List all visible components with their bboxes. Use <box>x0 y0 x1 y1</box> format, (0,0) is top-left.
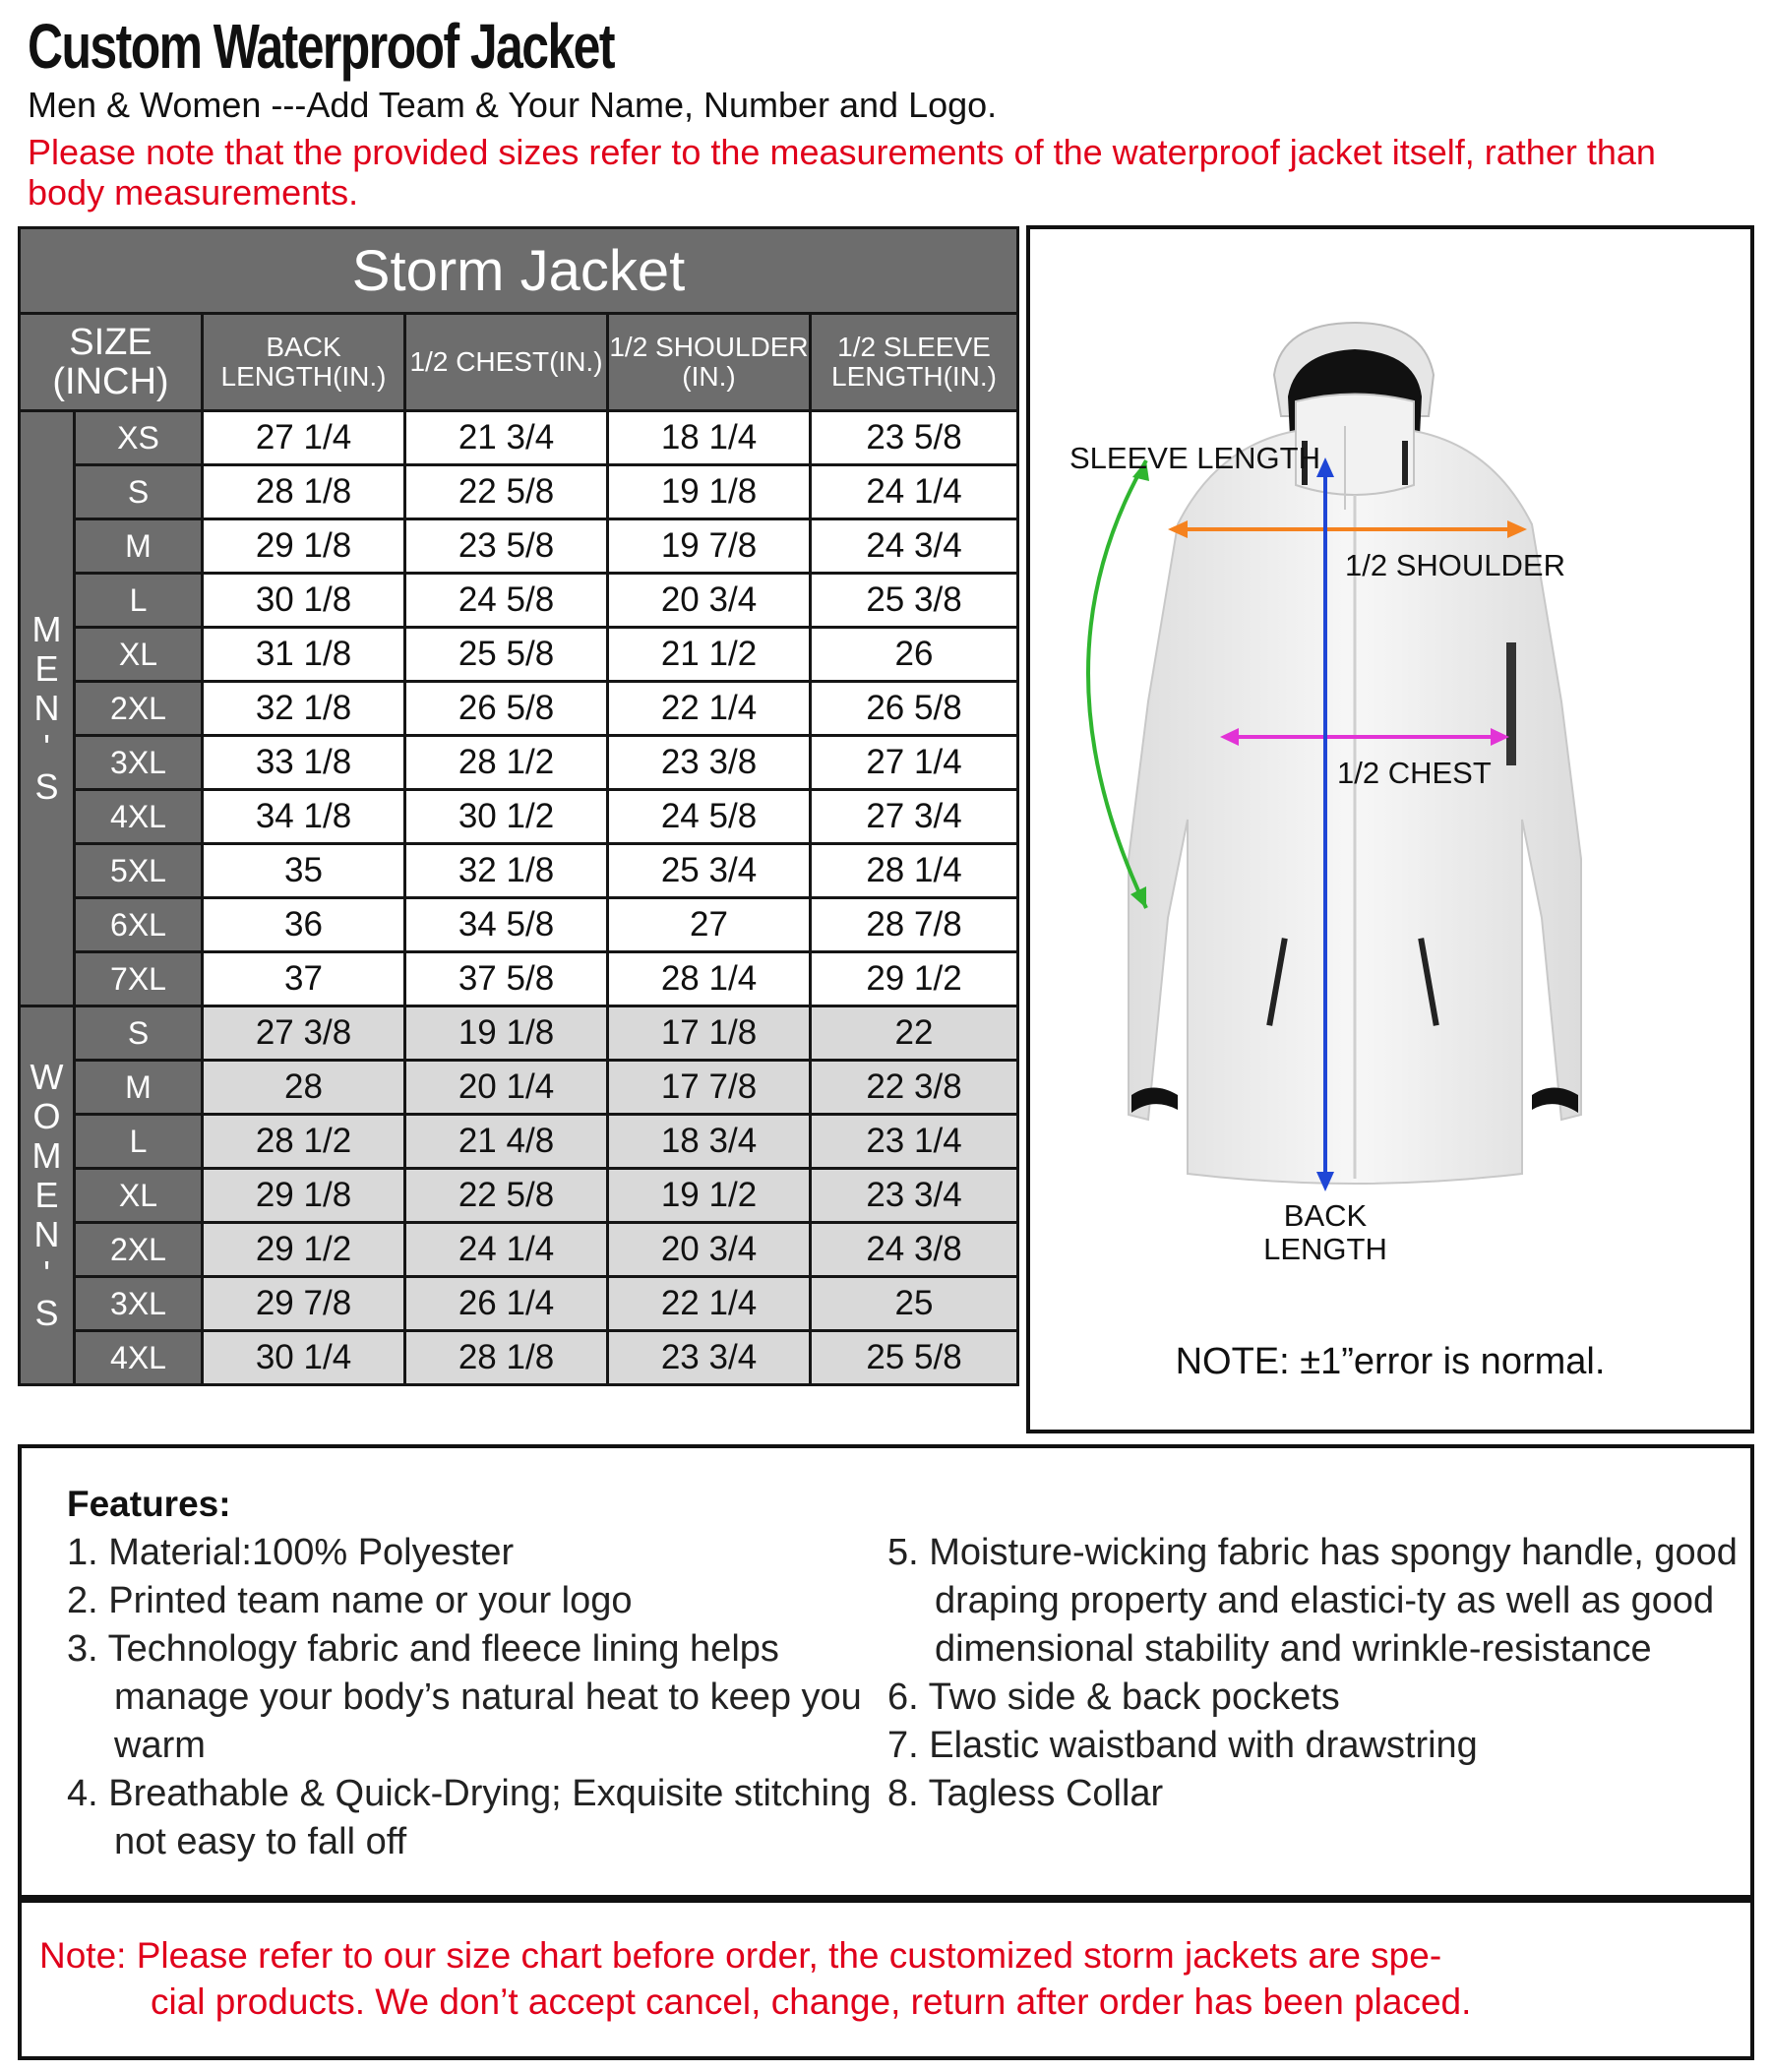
table-cell: 32 1/8 <box>203 682 405 736</box>
table-row <box>20 411 1018 465</box>
table-cell: 25 3/8 <box>811 574 1018 628</box>
table-cell: 37 5/8 <box>405 952 608 1006</box>
size-label: S <box>75 1006 203 1061</box>
table-row <box>20 1277 1018 1331</box>
size-label: M <box>75 1061 203 1115</box>
table-row <box>20 1169 1018 1223</box>
table-cell: 31 1/8 <box>203 628 405 682</box>
table-cell: 25 3/4 <box>608 844 811 898</box>
back-length-label: BACK LENGTH <box>1263 1198 1387 1266</box>
order-policy-line-2: cial products. We don’t accept cancel, change, return after order has been placed. <box>151 1981 1472 2022</box>
table-cell: 24 5/8 <box>405 574 608 628</box>
size-label: L <box>75 1115 203 1169</box>
table-row <box>20 1061 1018 1115</box>
column-header-chest: 1/2 CHEST(IN.) <box>405 314 608 411</box>
table-cell: 28 1/8 <box>405 1331 608 1385</box>
table-cell: 21 4/8 <box>405 1115 608 1169</box>
features-list-left <box>67 1529 903 1866</box>
men-group-label: M E N ' S <box>20 411 75 1006</box>
size-label: 6XL <box>75 898 203 952</box>
table-cell: 33 1/8 <box>203 736 405 790</box>
shoulder-label: 1/2 SHOULDER <box>1345 548 1565 582</box>
table-row <box>20 1115 1018 1169</box>
table-cell: 27 1/4 <box>811 736 1018 790</box>
table-row <box>20 1006 1018 1061</box>
table-cell: 20 3/4 <box>608 1223 811 1277</box>
table-cell: 30 1/4 <box>203 1331 405 1385</box>
size-label: XL <box>75 628 203 682</box>
table-cell: 36 <box>203 898 405 952</box>
table-cell: 20 3/4 <box>608 574 811 628</box>
features-box <box>18 1444 1754 1899</box>
table-cell: 25 5/8 <box>811 1331 1018 1385</box>
feature-item: 2. Printed team name or your logo <box>67 1580 633 1621</box>
table-cell: 26 <box>811 628 1018 682</box>
size-label: 3XL <box>75 736 203 790</box>
table-cell: 24 1/4 <box>405 1223 608 1277</box>
table-row <box>20 736 1018 790</box>
table-row <box>20 898 1018 952</box>
column-header-sleeve-length: 1/2 SLEEVE LENGTH(IN.) <box>811 314 1018 411</box>
table-cell: 19 1/8 <box>608 465 811 519</box>
feature-item: 5. Moisture-wicking fabric has spongy handle, good draping property and elastici-ty as well as good dimensional stability and wrinkle-resistance <box>887 1532 1738 1670</box>
table-cell: 23 3/4 <box>811 1169 1018 1223</box>
table-cell: 29 7/8 <box>203 1277 405 1331</box>
column-header-back-length: BACK LENGTH(IN.) <box>203 314 405 411</box>
table-cell: 28 1/2 <box>203 1115 405 1169</box>
order-policy-note <box>18 1899 1754 2060</box>
size-label: M <box>75 519 203 574</box>
size-label: XS <box>75 411 203 465</box>
table-cell: 30 1/2 <box>405 790 608 844</box>
table-cell: 27 3/8 <box>203 1006 405 1061</box>
table-cell: 26 5/8 <box>405 682 608 736</box>
size-label: 4XL <box>75 790 203 844</box>
table-cell: 25 <box>811 1277 1018 1331</box>
feature-item: 8. Tagless Collar <box>887 1773 1164 1814</box>
table-cell: 23 5/8 <box>811 411 1018 465</box>
page-subtitle: Men & Women ---Add Team & Your Name, Number and Logo. <box>28 85 998 125</box>
table-cell: 21 3/4 <box>405 411 608 465</box>
table-cell: 27 <box>608 898 811 952</box>
table-cell: 19 1/2 <box>608 1169 811 1223</box>
size-label: L <box>75 574 203 628</box>
table-cell: 22 <box>811 1006 1018 1061</box>
table-row <box>20 790 1018 844</box>
table-cell: 34 5/8 <box>405 898 608 952</box>
size-label: 4XL <box>75 1331 203 1385</box>
table-cell: 37 <box>203 952 405 1006</box>
table-row <box>20 1331 1018 1385</box>
table-row <box>20 519 1018 574</box>
table-cell: 29 1/2 <box>811 952 1018 1006</box>
column-header-shoulder: 1/2 SHOULDER (IN.) <box>608 314 811 411</box>
table-cell: 28 1/2 <box>405 736 608 790</box>
table-cell: 22 5/8 <box>405 465 608 519</box>
table-cell: 28 1/4 <box>811 844 1018 898</box>
column-header-size: SIZE (INCH) <box>20 314 203 411</box>
table-row <box>20 952 1018 1006</box>
features-list-right <box>887 1529 1743 1818</box>
table-cell: 20 1/4 <box>405 1061 608 1115</box>
table-row <box>20 682 1018 736</box>
size-label: 2XL <box>75 682 203 736</box>
features-title: Features: <box>67 1484 231 1524</box>
table-cell: 19 7/8 <box>608 519 811 574</box>
measurement-note: Please note that the provided sizes refer to the measurements of the waterproof jacket itself, rather than body measurements. <box>28 132 1656 213</box>
table-cell: 23 1/4 <box>811 1115 1018 1169</box>
table-cell: 24 5/8 <box>608 790 811 844</box>
table-cell: 22 5/8 <box>405 1169 608 1223</box>
table-cell: 22 3/8 <box>811 1061 1018 1115</box>
table-row <box>20 574 1018 628</box>
table-cell: 26 1/4 <box>405 1277 608 1331</box>
table-cell: 24 3/4 <box>811 519 1018 574</box>
table-cell: 29 1/8 <box>203 1169 405 1223</box>
table-cell: 23 3/8 <box>608 736 811 790</box>
table-title: Storm Jacket <box>20 228 1018 314</box>
feature-item: 6. Two side & back pockets <box>887 1676 1340 1718</box>
table-cell: 17 1/8 <box>608 1006 811 1061</box>
table-cell: 29 1/8 <box>203 519 405 574</box>
table-cell: 23 5/8 <box>405 519 608 574</box>
table-cell: 25 5/8 <box>405 628 608 682</box>
table-cell: 32 1/8 <box>405 844 608 898</box>
table-cell: 28 7/8 <box>811 898 1018 952</box>
order-policy-line-1: Note: Please refer to our size chart before order, the customized storm jackets are spe- <box>39 1935 1442 1976</box>
table-cell: 19 1/8 <box>405 1006 608 1061</box>
table-row <box>20 628 1018 682</box>
table-cell: 21 1/2 <box>608 628 811 682</box>
women-group-label: W O M E N ' S <box>20 1006 75 1385</box>
table-cell: 22 1/4 <box>608 1277 811 1331</box>
error-note: NOTE: ±1”error is normal. <box>1175 1341 1606 1382</box>
size-label: XL <box>75 1169 203 1223</box>
table-cell: 24 1/4 <box>811 465 1018 519</box>
feature-item: 3. Technology fabric and fleece lining helps manage your body’s natural heat to keep you warm <box>67 1628 862 1766</box>
chest-label: 1/2 CHEST <box>1337 756 1492 790</box>
size-label: 7XL <box>75 952 203 1006</box>
size-label: S <box>75 465 203 519</box>
table-cell: 30 1/8 <box>203 574 405 628</box>
table-cell: 28 <box>203 1061 405 1115</box>
table-cell: 24 3/8 <box>811 1223 1018 1277</box>
table-cell: 27 3/4 <box>811 790 1018 844</box>
table-cell: 23 3/4 <box>608 1331 811 1385</box>
table-cell: 28 1/4 <box>608 952 811 1006</box>
page-title: Custom Waterproof Jacket <box>28 11 614 82</box>
size-chart-table <box>18 226 1019 1386</box>
table-cell: 17 7/8 <box>608 1061 811 1115</box>
sleeve-length-label: SLEEVE LENGTH <box>1069 441 1320 475</box>
size-label: 5XL <box>75 844 203 898</box>
table-cell: 26 5/8 <box>811 682 1018 736</box>
table-cell: 35 <box>203 844 405 898</box>
size-label: 2XL <box>75 1223 203 1277</box>
table-cell: 28 1/8 <box>203 465 405 519</box>
feature-item: 1. Material:100% Polyester <box>67 1532 515 1573</box>
jacket-diagram <box>1026 225 1754 1433</box>
table-cell: 18 1/4 <box>608 411 811 465</box>
table-cell: 27 1/4 <box>203 411 405 465</box>
table-cell: 29 1/2 <box>203 1223 405 1277</box>
feature-item: 4. Breathable & Quick-Drying; Exquisite stitching not easy to fall off <box>67 1773 872 1862</box>
table-row <box>20 465 1018 519</box>
size-label: 3XL <box>75 1277 203 1331</box>
table-row <box>20 844 1018 898</box>
table-row <box>20 1223 1018 1277</box>
table-cell: 34 1/8 <box>203 790 405 844</box>
feature-item: 7. Elastic waistband with drawstring <box>887 1725 1478 1766</box>
table-cell: 18 3/4 <box>608 1115 811 1169</box>
table-cell: 22 1/4 <box>608 682 811 736</box>
